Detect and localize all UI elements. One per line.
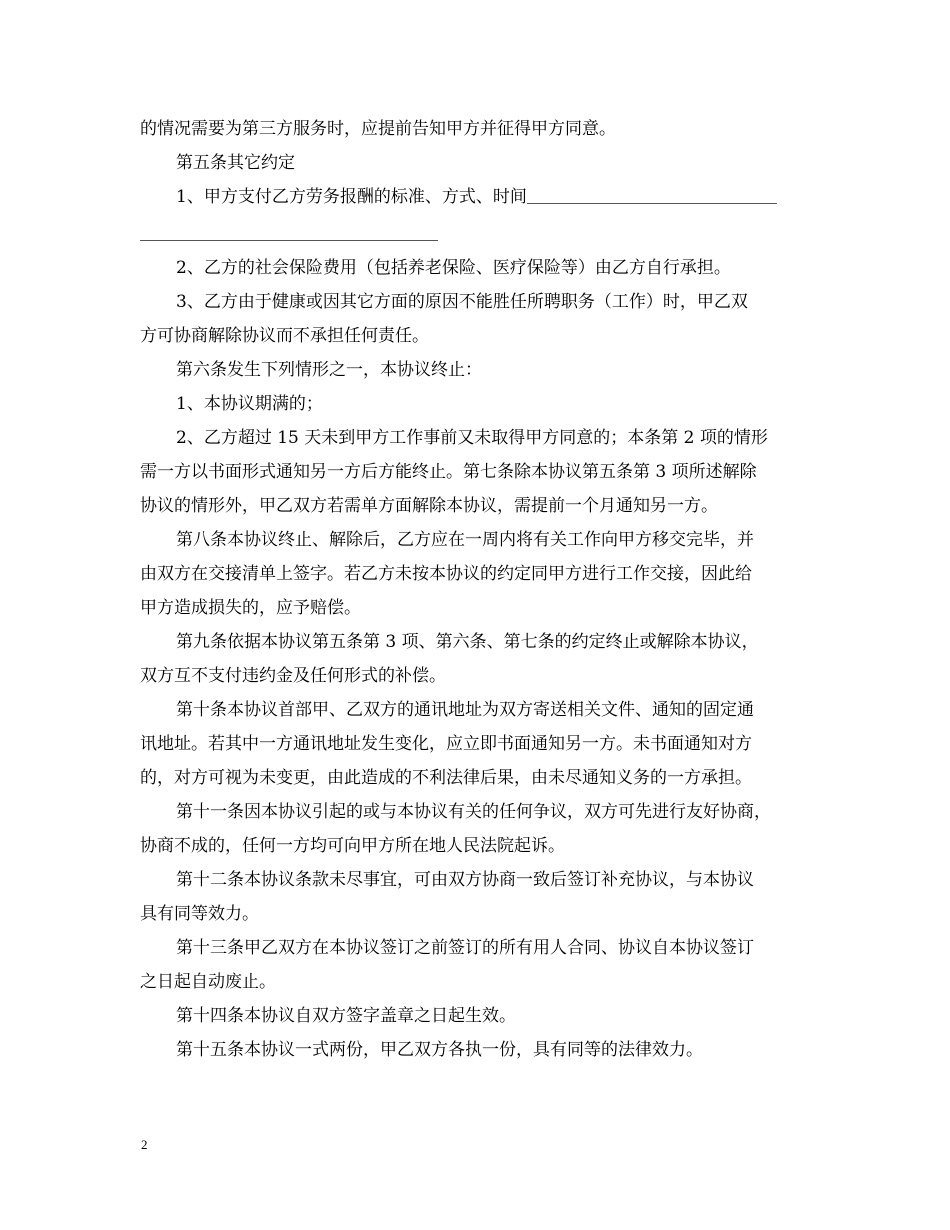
- text-line: 第十条本协议首部甲、乙双方的通讯地址为双方寄送相关文件、通知的固定通: [176, 700, 754, 720]
- text-line: 第十一条因本协议引起的或与本协议有关的任何争议，双方可先进行友好协商，: [176, 802, 771, 822]
- page-number: 2: [141, 1137, 148, 1152]
- section-heading: 第六条发生下列情形之一，本协议终止：: [176, 360, 482, 380]
- text-line: 第十四条本协议自双方签字盖章之日起生效。: [176, 1006, 516, 1026]
- text-line: 第九条依据本协议第五条第 3 项、第六条、第七条的约定终止或解除本协议，: [176, 632, 759, 652]
- text-line: 第八条本协议终止、解除后，乙方应在一周内将有关工作向甲方移交完毕，并: [176, 530, 754, 550]
- fill-in-blank: [527, 183, 777, 204]
- section-heading: 第五条其它约定: [176, 153, 295, 173]
- text-line: 3、乙方由于健康或因其它方面的原因不能胜任所聘职务（工作）时，甲乙双: [176, 292, 748, 312]
- text-line-content: 1、甲方支付乙方劳务报酬的标准、方式、时间: [176, 187, 527, 207]
- text-line: 方可协商解除协议而不承担任何责任。: [140, 326, 429, 346]
- text-line: 2、乙方超过 15 天未到甲方工作事前又未取得甲方同意的；本条第 2 项的情形: [176, 428, 768, 448]
- text-line: 1、本协议期满的；: [176, 394, 323, 414]
- fill-in-blank-continuation: [140, 240, 438, 241]
- text-line: 第十二条本协议条款未尽事宜，可由双方协商一致后签订补充协议，与本协议: [176, 870, 754, 890]
- text-line: 协商不成的，任何一方均可向甲方所在地人民法院起诉。: [140, 836, 565, 856]
- text-line: 之日起自动废止。: [140, 972, 276, 992]
- text-line: 具有同等效力。: [140, 904, 259, 924]
- text-line: 协议的情形外，甲乙双方若需单方面解除本协议，需提前一个月通知另一方。: [140, 496, 718, 516]
- text-line: 2、乙方的社会保险费用（包括养老保险、医疗保险等）由乙方自行承担。: [176, 258, 731, 278]
- text-line: 双方互不支付违约金及任何形式的补偿。: [140, 666, 446, 686]
- paragraph-block-2: [140, 251, 820, 1067]
- text-line: 需一方以书面形式通知另一方后方能终止。第七条除本协议第五条第 3 项所述解除: [140, 462, 757, 482]
- text-line: 由双方在交接清单上签字。若乙方未按本协议的约定同甲方进行工作交接，因此给: [140, 564, 752, 584]
- text-line: 的情况需要为第三方服务时，应提前告知甲方并征得甲方同意。: [140, 119, 616, 139]
- text-line: 第十五条本协议一式两份，甲乙双方各执一份，具有同等的法律效力。: [176, 1040, 703, 1060]
- text-line: 甲方造成损失的，应予赔偿。: [140, 598, 361, 618]
- text-line: 第十三条甲乙双方在本协议签订之前签订的所有用人合同、协议自本协议签订: [176, 938, 754, 958]
- text-line: [140, 180, 820, 214]
- text-line: 讯地址。若其中一方通讯地址发生变化，应立即书面通知另一方。未书面通知对方: [140, 734, 752, 754]
- text-line: 的，对方可视为未变更，由此造成的不利法律后果，由未尽通知义务的一方承担。: [140, 768, 752, 788]
- paragraph-block-1: [140, 112, 820, 214]
